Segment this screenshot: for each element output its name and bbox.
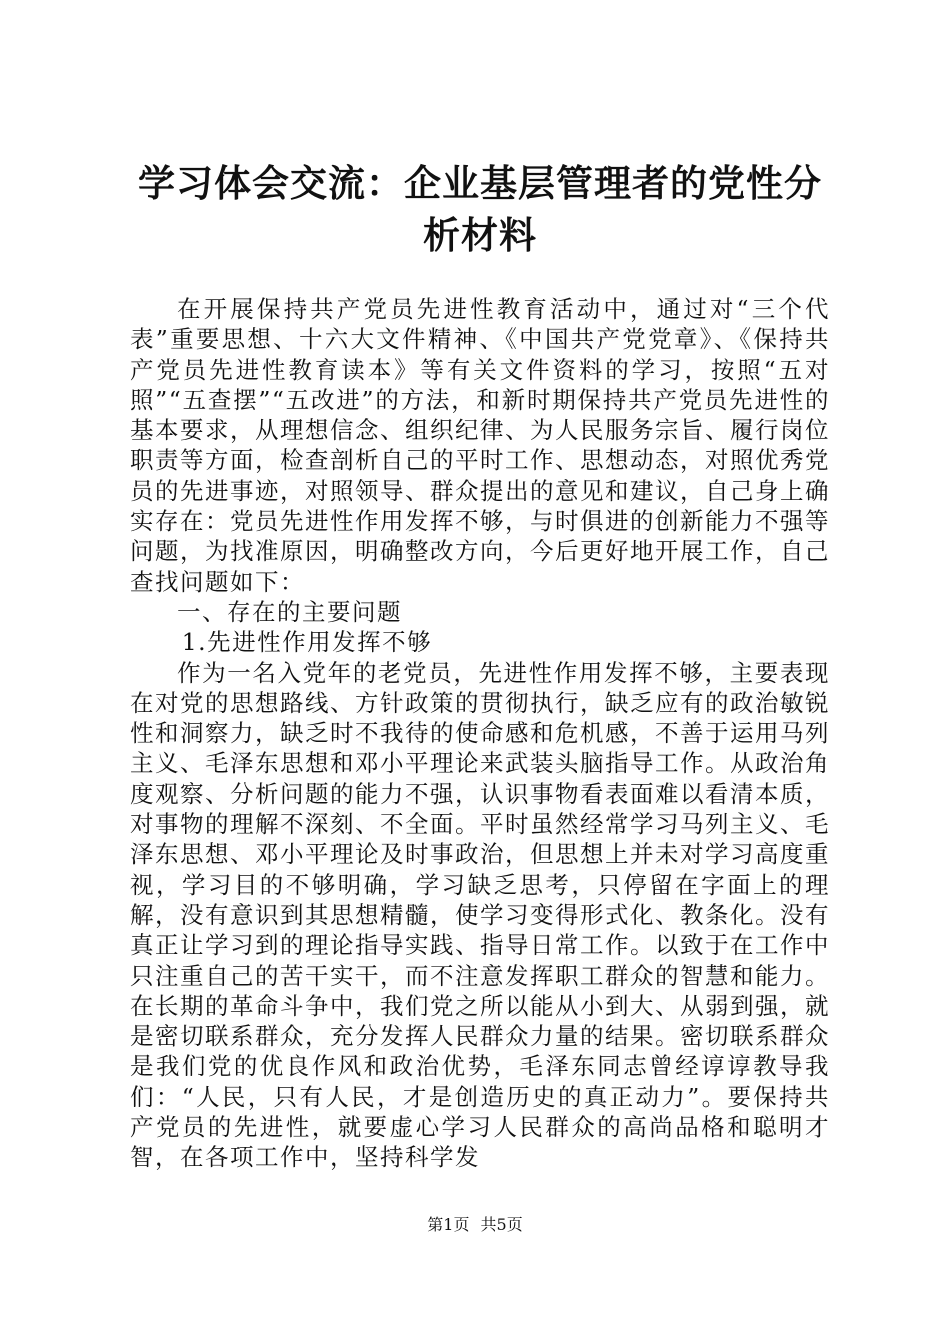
subsection-heading: 1.先进性作用发挥不够 [181,628,433,657]
page-total: 共5页 [480,1215,523,1234]
page-footer [0,1215,950,1235]
intro-paragraph: 在开展保持共产党员先进性教育活动中，通过对“三个代表”重要思想、十六大文件精神、《中国共产党党章》、《保持共产党员先进性教育读本》等有关文件资料的学习，按照“五对照”“五查摆”“五改进”的方法，和新时期保持共产党员先进性的基本要求，从理想信念、组织纪律、为人民服务宗旨、履行岗位职责等方面，检查剖析自己的平时工作、思想动态，对照优秀党员的先进事迹，对照领导、群众提出的意见和建议，自己身上确实存在：党员先进性作用发挥不够，与时俱进的创新能力不强等问题，为找准原因，明确整改方向，今后更好地开展工作，自己查找问题如下： [130,295,830,596]
document-title: 学习体会交流：企业基层管理者的党性分析材料 [138,162,822,257]
section-heading: 一、存在的主要问题 [177,597,402,626]
body-paragraph: 作为一名入党年的老党员，先进性作用发挥不够，主要表现在对党的思想路线、方针政策的贯彻执行，缺乏应有的政治敏锐性和洞察力，缺乏时不我待的使命感和危机感，不善于运用马列主义、毛泽东思想和邓小平理论来武装头脑指导工作。从政治角度观察、分析问题的能力不强，认识事物看表面难以看清本质，对事物的理解不深刻、不全面。平时虽然经常学习马列主义、毛泽东思想、邓小平理论及时事政治，但思想上并未对学习高度重视，学习目的不够明确，学习缺乏思考，只停留在字面上的理解，没有意识到其思想精髓，使学习变得形式化、教条化。没有真正让学习到的理论指导实践、指导日常工作。以致于在工作中只注重自己的苦干实干，而不注意发挥职工群众的智慧和能力。在长期的革命斗争中，我们党之所以能从小到大、从弱到强，就是密切联系群众，充分发挥人民群众力量的结果。密切联系群众是我们党的优良作风和政治优势，毛泽东同志曾经谆谆教导我们：“人民，只有人民，才是创造历史的真正动力”。要保持共产党员的先进性，就要虚心学习人民群众的高尚品格和聪明才智，在各项工作中，坚持科学发 [130,658,830,1172]
document-body [130,294,830,1173]
page-number: 第1页 [427,1215,470,1234]
